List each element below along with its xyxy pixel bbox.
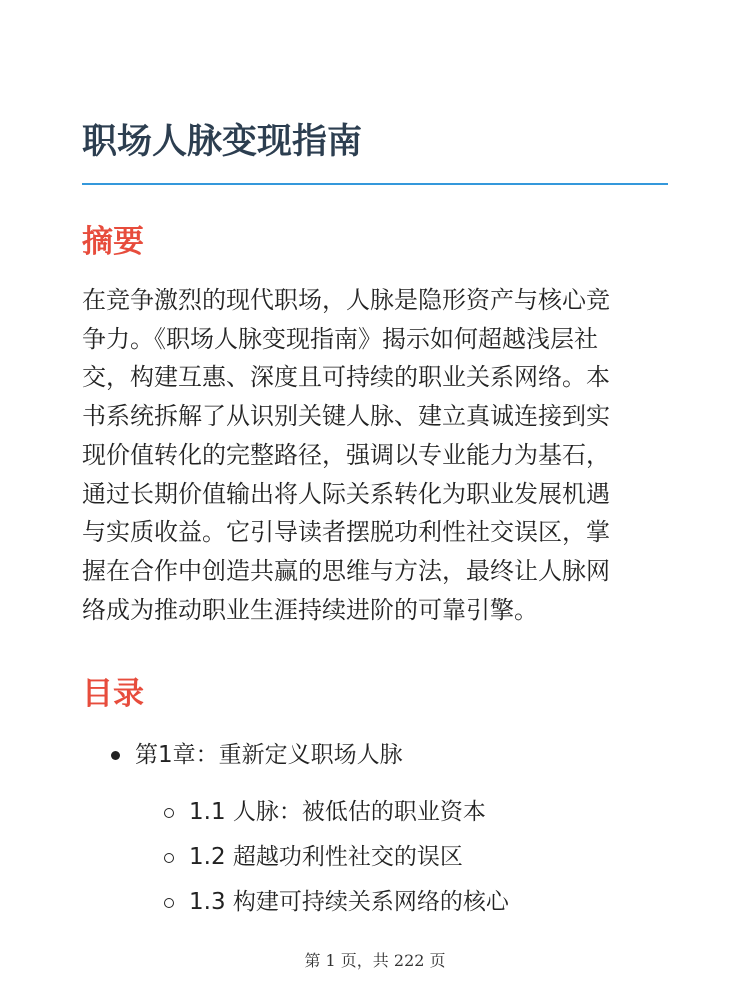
abstract-line: 争力。《职场人脉变现指南》揭示如何超越浅层社 — [82, 324, 598, 353]
abstract-line: 与实质收益。它引导读者摆脱功利性社交误区，掌 — [82, 518, 610, 547]
abstract-line: 络成为推动职业生涯持续进阶的可靠引擎。 — [82, 595, 538, 624]
abstract-line: 握在合作中创造共赢的思维与方法，最终让人脉网 — [82, 556, 610, 585]
document-title: 职场人脉变现指南 — [82, 122, 363, 162]
toc-chapter-label[interactable]: 第1章：重新定义职场人脉 — [135, 742, 403, 768]
page-footer: 第 1 页，共 222 页 — [304, 951, 446, 970]
abstract-line: 现价值转化的完整路径，强调以专业能力为基石， — [82, 440, 610, 469]
abstract-line: 在竞争激烈的现代职场，人脉是隐形资产与核心竞 — [82, 286, 610, 314]
bullet-disc-icon — [111, 751, 120, 760]
toc-section-label[interactable]: 1.2 超越功利性社交的误区 — [189, 844, 463, 870]
abstract-line: 交，构建互惠、深度且可持续的职业关系网络。本 — [82, 363, 610, 392]
title-divider — [82, 183, 668, 185]
abstract-line: 书系统拆解了从识别关键人脉、建立真诚连接到实 — [82, 402, 610, 431]
toc-section-label[interactable]: 1.1 人脉：被低估的职业资本 — [189, 799, 486, 825]
toc-section-label[interactable]: 1.3 构建可持续关系网络的核心 — [189, 889, 509, 915]
bullet-circle-icon — [164, 853, 174, 863]
bullet-circle-icon — [164, 808, 174, 818]
abstract-paragraph — [82, 281, 672, 629]
toc-heading: 目录 — [82, 676, 144, 712]
abstract-line: 通过长期价值输出将人际关系转化为职业发展机遇 — [82, 479, 610, 508]
abstract-heading: 摘要 — [82, 224, 144, 260]
bullet-circle-icon — [164, 898, 174, 908]
